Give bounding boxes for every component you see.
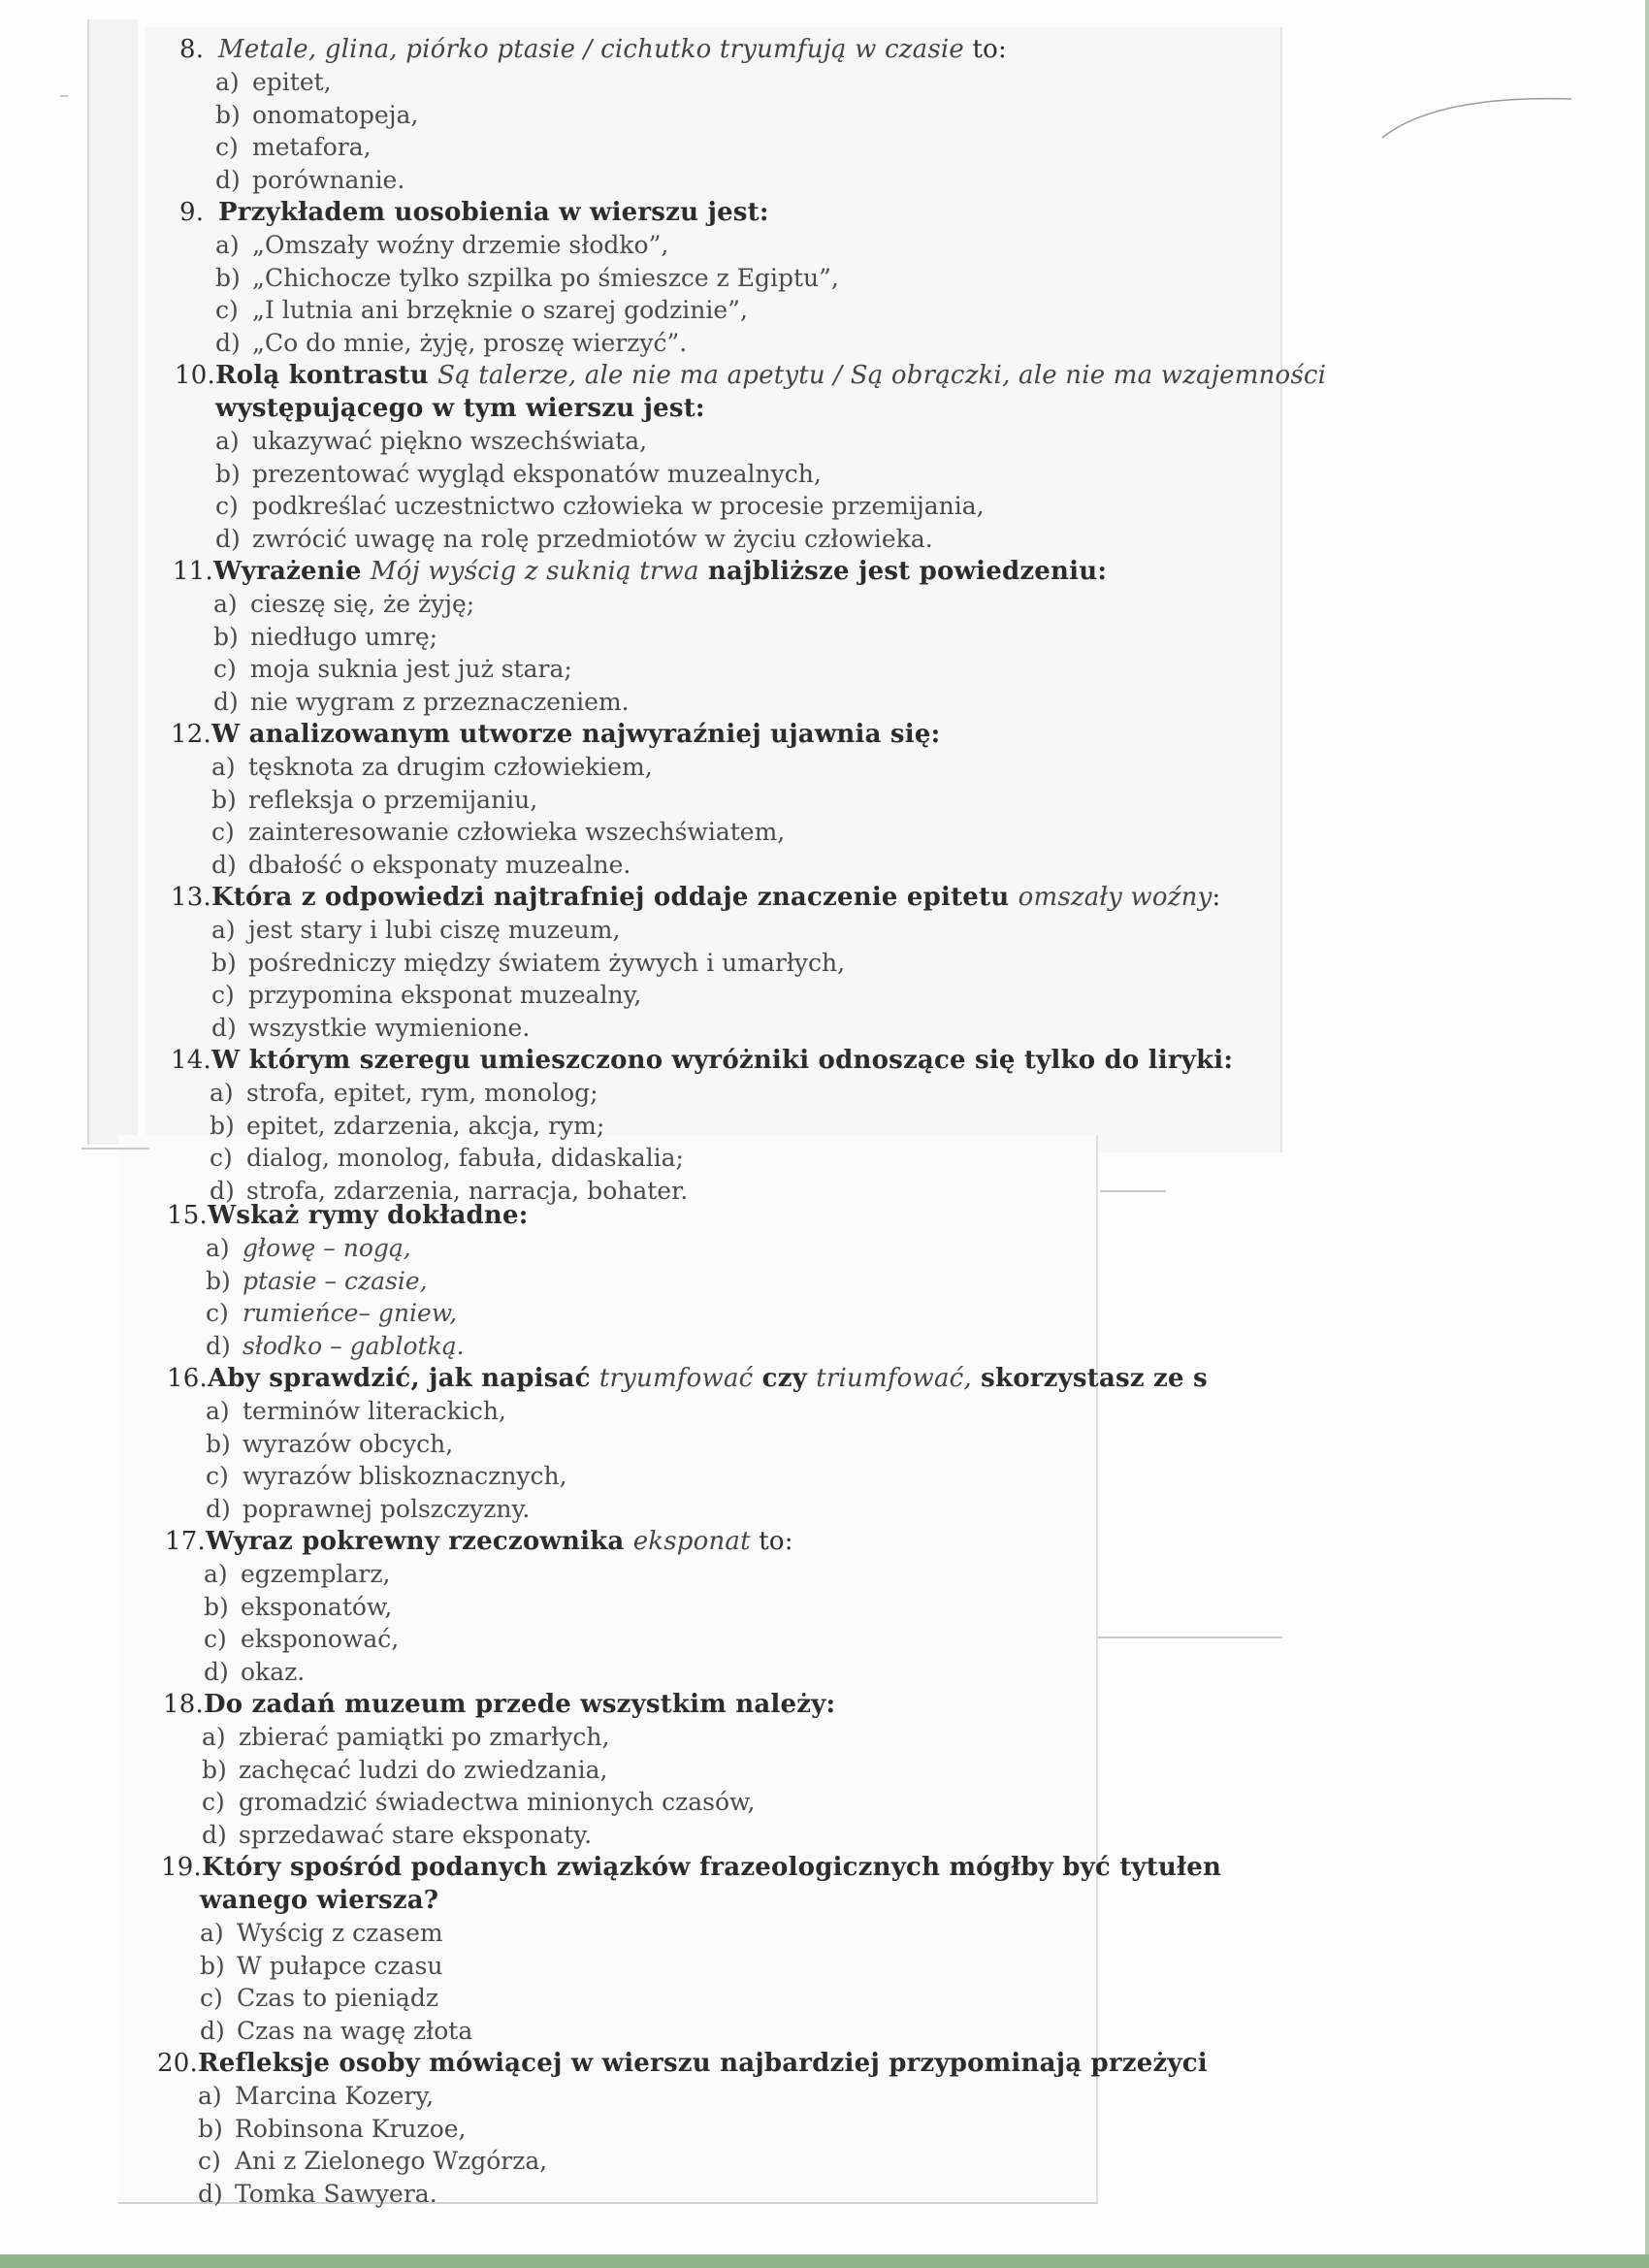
- question-number: 12.: [171, 720, 211, 749]
- option-b: b) wyrazów obcych,: [206, 1429, 454, 1458]
- option-d: d) zwrócić uwagę na rolę przedmiotów w życiu człowieka.: [215, 524, 933, 553]
- question-text: Wskaż rymy dokładne:: [207, 1201, 529, 1230]
- question-16-options: [206, 1395, 567, 1525]
- question-15: [167, 1199, 529, 1232]
- paper-edge-line: [1100, 1190, 1166, 1192]
- option-a: a) terminów literackich,: [206, 1397, 506, 1425]
- option-c: c) metafora,: [215, 133, 372, 161]
- question-17: [165, 1525, 793, 1558]
- question-10-options: [215, 425, 985, 555]
- option-d: d) porównanie.: [215, 165, 405, 194]
- option-a: a) ukazywać piękno wszechświata,: [215, 427, 648, 455]
- question-number: 19.: [161, 1853, 202, 1882]
- question-text: to:: [964, 35, 1007, 64]
- question-12: [171, 718, 940, 751]
- option-c: c) moja suknia jest już stara;: [213, 655, 572, 683]
- question-text: skorzystasz ze s: [971, 1364, 1208, 1393]
- question-quote: Metale, glina, piórko ptasie / cichutko tryumfują w czasie: [218, 35, 965, 64]
- question-quote: omszały woźny: [1018, 883, 1212, 912]
- scan-edge: [1645, 0, 1649, 2268]
- scan-paper-edge: [87, 19, 138, 1145]
- question-18: [163, 1688, 835, 1721]
- scan-tick-mark: [60, 95, 68, 97]
- option-c: c) Czas to pieniądz: [200, 1984, 438, 2012]
- question-number: 10.: [175, 361, 215, 390]
- option-d: d) strofa, zdarzenia, narracja, bohater.: [210, 1176, 689, 1205]
- question-text: Przykładem uosobienia w wierszu jest:: [218, 198, 769, 227]
- option-b: b) ptasie – czasie,: [206, 1266, 428, 1295]
- option-c: c) eksponować,: [204, 1625, 400, 1653]
- option-c: c) dialog, monolog, fabuła, didaskalia;: [210, 1144, 684, 1172]
- question-quote: Mój wyścig z suknią trwa: [370, 557, 699, 586]
- question-number: 14.: [171, 1046, 211, 1075]
- option-b: b) Robinsona Kruzoe,: [198, 2114, 467, 2143]
- option-d: d) słodko – gablotką.: [206, 1331, 465, 1360]
- option-c: c) wyrazów bliskoznacznych,: [206, 1462, 567, 1490]
- option-c: c) zainteresowanie człowieka wszechświatem,: [211, 818, 786, 846]
- option-d: d) wszystkie wymienione.: [211, 1013, 531, 1042]
- question-20-options: [198, 2080, 547, 2210]
- question-text: występującego w tym wierszu jest:: [215, 394, 705, 423]
- option-d: d) „Co do mnie, żyję, proszę wierzyć”.: [215, 328, 688, 357]
- question-text: wanego wiersza?: [200, 1886, 439, 1915]
- option-d: d) Tomka Sawyera.: [198, 2179, 437, 2208]
- option-a: a) cieszę się, że żyję;: [213, 590, 475, 618]
- option-c: c) podkreślać uczestnictwo człowieka w procesie przemijania,: [215, 492, 985, 520]
- question-11: [173, 555, 1107, 588]
- option-a: a) epitet,: [215, 68, 332, 96]
- question-11-options: [213, 588, 630, 718]
- paper-edge-line: [1098, 1636, 1282, 1638]
- option-b: b) eksponatów,: [204, 1592, 393, 1621]
- option-d: d) nie wygram z przeznaczeniem.: [213, 687, 630, 716]
- option-b: b) „Chichocze tylko szpilka po śmieszce z Egiptu”,: [215, 263, 839, 292]
- option-a: a) „Omszały woźny drzemie słodko”,: [215, 231, 669, 259]
- question-text: Który spośród podanych związków frazeologicznych mógłby być tytułen: [201, 1853, 1222, 1882]
- pencil-stroke-mark: [1377, 87, 1591, 146]
- option-b: b) onomatopeja,: [215, 100, 419, 129]
- question-16: [167, 1362, 1208, 1395]
- question-number: 18.: [163, 1690, 204, 1719]
- option-a: a) egzemplarz,: [204, 1560, 391, 1588]
- option-a: a) Wyścig z czasem: [200, 1919, 443, 1947]
- question-text: Rolą kontrastu: [214, 361, 438, 390]
- question-13-options: [211, 914, 845, 1044]
- option-b: b) epitet, zdarzenia, akcja, rym;: [210, 1111, 605, 1140]
- question-14: [171, 1044, 1233, 1077]
- question-9-options: [215, 229, 839, 359]
- question-18-options: [202, 1721, 755, 1851]
- scan-edge: [0, 2254, 1649, 2268]
- question-text: Refleksje osoby mówiącej w wierszu najbardziej przypominają przeżyci: [197, 2049, 1208, 2078]
- question-20: [157, 2047, 1208, 2080]
- question-number: 11.: [173, 557, 213, 586]
- question-19-line2: [200, 1884, 438, 1917]
- option-d: d) okaz.: [204, 1657, 306, 1686]
- option-d: d) Czas na wagę złota: [200, 2016, 473, 2045]
- option-b: b) refleksja o przemijaniu,: [211, 785, 538, 814]
- question-text: czy: [753, 1364, 817, 1393]
- question-text: najbliższe jest powiedzeniu:: [698, 557, 1108, 586]
- question-text: W analizowanym utworze najwyraźniej ujawnia się:: [210, 720, 941, 749]
- question-number: 15.: [167, 1201, 208, 1230]
- option-d: d) poprawnej polszczyzny.: [206, 1494, 531, 1523]
- option-c: c) Ani z Zielonego Wzgórza,: [198, 2147, 548, 2175]
- question-8: [179, 33, 1007, 66]
- question-text: Wyrażenie: [212, 557, 371, 586]
- question-10: [175, 359, 1326, 392]
- paper-edge-line: [81, 1148, 149, 1150]
- option-c: c) „I lutnia ani brzęknie o szarej godzinie”,: [215, 296, 748, 324]
- question-9: [179, 196, 769, 229]
- question-text: :: [1212, 883, 1221, 912]
- question-12-options: [211, 751, 785, 881]
- question-text: Do zadań muzeum przede wszystkim należy:: [203, 1690, 836, 1719]
- question-8-options: [215, 66, 418, 196]
- question-10-line2: [215, 392, 705, 425]
- option-c: c) rumieńce– gniew,: [206, 1299, 458, 1327]
- option-c: c) przypomina eksponat muzealny,: [211, 981, 642, 1009]
- question-text: Aby sprawdzić, jak napisać: [207, 1364, 599, 1393]
- option-b: b) pośredniczy między światem żywych i umarłych,: [211, 948, 846, 977]
- question-13: [171, 881, 1220, 914]
- option-a: a) strofa, epitet, rym, monolog;: [210, 1079, 598, 1107]
- question-number: 20.: [157, 2049, 198, 2078]
- option-a: a) głowę – nogą,: [206, 1234, 411, 1262]
- question-number: 9.: [179, 198, 205, 227]
- option-d: d) sprzedawać stare eksponaty.: [202, 1820, 593, 1849]
- question-quote: Są talerze, ale nie ma apetytu / Są obrączki, ale nie ma wzajemności: [437, 361, 1327, 390]
- option-a: a) tęsknota za drugim człowiekiem,: [211, 753, 653, 781]
- question-number: 16.: [167, 1364, 208, 1393]
- question-15-options: [206, 1232, 465, 1362]
- question-quote: triumfować,: [816, 1364, 972, 1393]
- option-c: c) gromadzić świadectwa minionych czasów,: [202, 1788, 756, 1816]
- question-quote: eksponat: [632, 1527, 751, 1556]
- question-number: 13.: [171, 883, 211, 912]
- question-17-options: [204, 1558, 399, 1688]
- question-19: [161, 1851, 1221, 1884]
- question-number: 17.: [165, 1527, 206, 1556]
- question-text: Która z odpowiedzi najtrafniej oddaje znaczenie epitetu: [210, 883, 1018, 912]
- option-b: b) W pułapce czasu: [200, 1951, 443, 1980]
- question-number: 8.: [179, 35, 205, 64]
- option-b: b) zachęcać ludzi do zwiedzania,: [202, 1755, 608, 1784]
- option-a: a) jest stary i lubi ciszę muzeum,: [211, 916, 621, 944]
- option-b: b) prezentować wygląd eksponatów muzealnych,: [215, 459, 822, 488]
- option-b: b) niedługo umrę;: [213, 622, 438, 651]
- question-text: Wyraz pokrewny rzeczownika: [205, 1527, 633, 1556]
- question-quote: tryumfować: [598, 1364, 754, 1393]
- option-a: a) zbierać pamiątki po zmarłych,: [202, 1723, 610, 1751]
- question-14-options: [210, 1077, 688, 1207]
- option-d: d) dbałość o eksponaty muzealne.: [211, 850, 631, 879]
- option-a: a) Marcina Kozery,: [198, 2082, 435, 2110]
- question-19-options: [200, 1917, 472, 2047]
- question-text: to:: [750, 1527, 793, 1556]
- question-text: W którym szeregu umieszczono wyróżniki odnoszące się tylko do liryki:: [210, 1046, 1234, 1075]
